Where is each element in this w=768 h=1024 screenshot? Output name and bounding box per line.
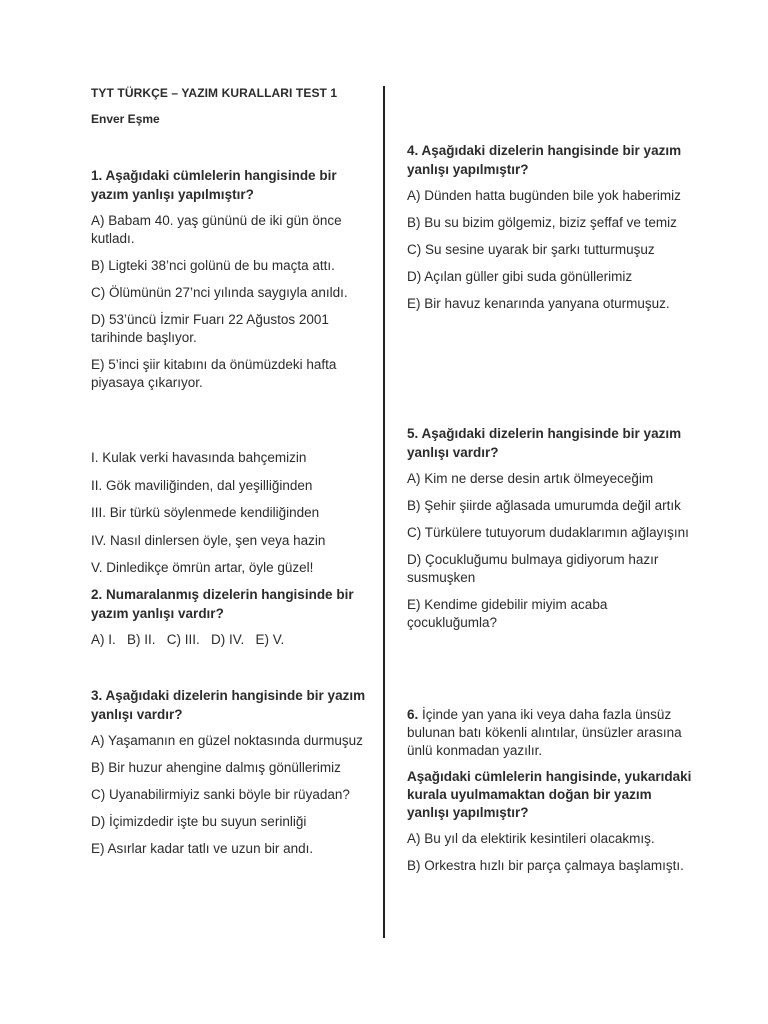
q5-option-d: D) Çocukluğumu bulmaya gidiyorum hazır susmuşken	[407, 552, 659, 585]
q6-option-a: A) Bu yıl da elektirik kesintileri olacakmış.	[407, 831, 655, 846]
poem-line-2: II. Gök maviliğinden, dal yeşilliğinden	[91, 477, 313, 493]
q1-option-c: C) Ölümünün 27’nci yılında saygıyla anıldı.	[91, 285, 348, 300]
q1-option-a: A) Babam 40. yaş gününü de iki gün önce kutladı.	[91, 213, 342, 246]
question-5	[407, 424, 697, 641]
q6-option-b: B) Orkestra hızlı bir parça çalmaya başlamıştı.	[407, 858, 684, 873]
poem-line-5: V. Dinledikçe ömrün artar, öyle güzel!	[91, 560, 314, 575]
question-3-title: 3. Aşağıdaki dizelerin hangisinde bir yazım yanlışı vardır?	[91, 688, 366, 722]
question-2-title: 2. Numaralanmış dizelerin hangisinde bir yazım yanlışı vardır?	[91, 587, 354, 621]
q1-option-b: B) Ligteki 38’nci golünü de bu maçta attı.	[91, 258, 335, 273]
question-1-title: 1. Aşağıdaki cümlelerin hangisinde bir yazım yanlışı yapılmıştır?	[91, 168, 337, 202]
q4-option-a: A) Dünden hatta bugünden bile yok haberimiz	[407, 188, 681, 203]
q3-option-b: B) Bir huzur ahengine dalmış gönüllerimiz	[91, 760, 341, 775]
q4-option-b: B) Bu su bizim gölgemiz, biziz şeffaf ve temiz	[407, 215, 677, 230]
question-5-title: 5. Aşağıdaki dizelerin hangisinde bir yazım yanlışı vardır?	[407, 426, 682, 460]
question-6-rule-text: İçinde yan yana iki veya daha fazla ünsüz bulunan batı kökenli alıntılar, ünsüzler arasına ünlü konmadan yazılır.	[407, 707, 682, 758]
question-6-title: Aşağıdaki cümlelerin hangisinde, yukarıdaki kurala uyulmamaktan doğan bir yazım yanlışı yapılmıştır?	[407, 769, 692, 820]
question-4-title: 4. Aşağıdaki dizelerin hangisinde bir yazım yanlışı yapılmıştır?	[407, 143, 682, 177]
q3-option-c: C) Uyanabilirmiyiz sanki böyle bir rüyadan?	[91, 787, 350, 802]
question-6	[407, 706, 697, 884]
column-divider	[383, 86, 385, 938]
poem-line-3: III. Bir türkü söylenmede kendiliğinden	[91, 505, 320, 520]
q4-option-d: D) Açılan güller gibi suda gönüllerimiz	[407, 269, 633, 284]
q5-option-a: A) Kim ne derse desin artık ölmeyeceğim	[407, 471, 654, 486]
q4-option-c: C) Su sesine uyarak bir şarkı tutturmuşuz	[407, 242, 655, 257]
q5-option-b: B) Şehir şiirde ağlasada umurumda değil artık	[407, 498, 681, 513]
question-6-number: 6.	[407, 707, 419, 722]
question-3	[91, 686, 371, 867]
q3-option-a: A) Yaşamanın en güzel noktasında durmuşuz	[91, 733, 363, 748]
q3-option-d: D) İçimizdedir işte bu suyun serinliği	[91, 814, 307, 829]
q3-option-e: E) Asırlar kadar tatlı ve uzun bir andı.	[91, 841, 314, 856]
q1-option-e: E) 5’inci şiir kitabını da önümüzdeki hafta piyasaya çıkarıyor.	[91, 357, 337, 390]
q4-option-e: E) Bir havuz kenarında yanyana oturmuşuz.	[407, 296, 670, 311]
poem-line-1: I. Kulak verki havasında bahçemizin	[91, 450, 307, 465]
q5-option-c: C) Türkülere tutuyorum dudaklarımın ağlayışını	[407, 525, 689, 540]
question-1	[91, 166, 371, 401]
q5-option-e: E) Kendime gidebilir miyim acaba çocukluğumla?	[407, 597, 608, 630]
author-name: Enver Eşme	[91, 112, 160, 126]
poem-line-4: IV. Nasıl dinlersen öyle, şen veya hazin	[91, 532, 326, 548]
question-6-rule	[407, 706, 697, 760]
q1-option-d: D) 53’üncü İzmir Fuarı 22 Ağustos 2001 tarihinde başlıyor.	[91, 312, 329, 345]
q2-options: A) I. B) II. C) III. D) IV. E) V.	[91, 632, 285, 647]
question-2	[91, 585, 371, 658]
test-title: TYT TÜRKÇE – YAZIM KURALLARI TEST 1	[91, 86, 338, 100]
question-4	[407, 141, 697, 322]
poem-lines	[91, 449, 371, 587]
